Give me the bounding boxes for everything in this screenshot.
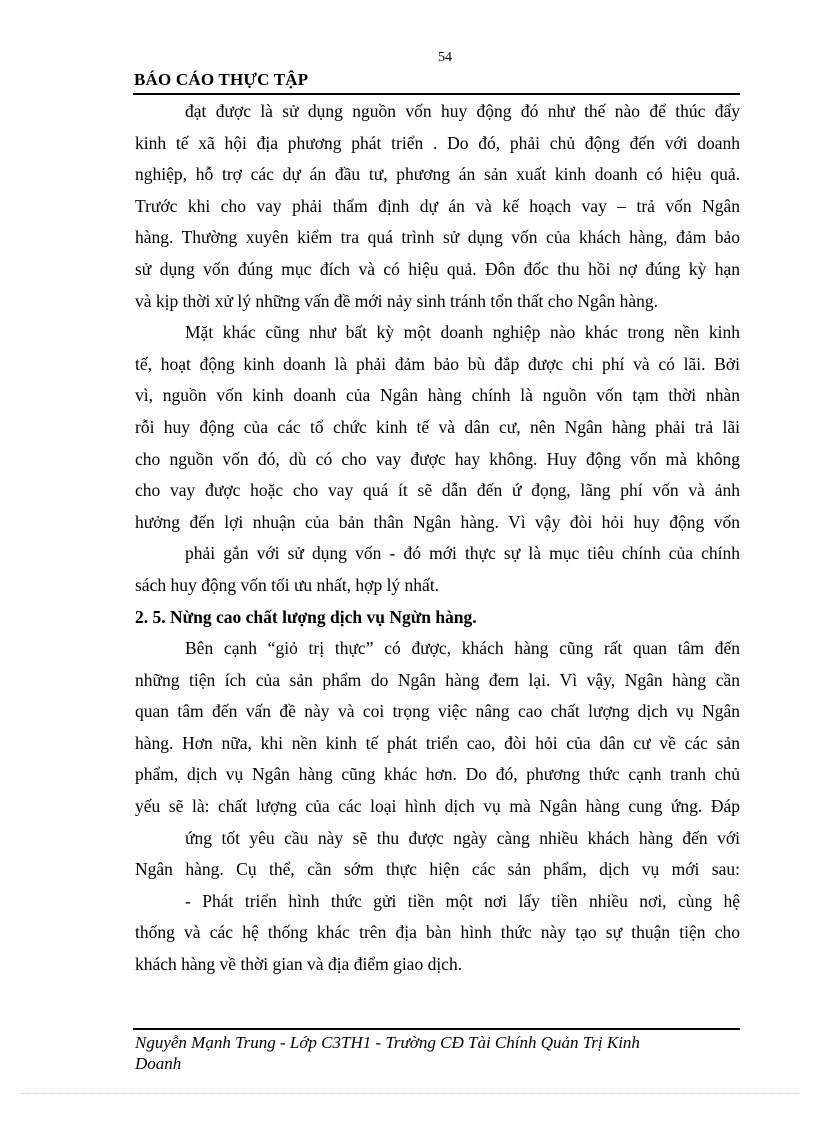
footer-line: Nguyễn Mạnh Trung - Lớp C3TH1 - Trường CĐ Tài Chính Quản Trị Kinh — [135, 1033, 640, 1052]
text-line: Trước khi cho vay phải thẩm định dự án và kế hoạch vay – trả vốn Ngân — [135, 195, 740, 216]
text-line: thống và các hệ thống khác trên địa bàn hình thức này tạo sự thuận tiện cho — [135, 922, 740, 943]
text-line: hưởng đến lợi nhuận của bản thân Ngân hàng. Vì vậy đòi hỏi huy động vốn — [135, 511, 740, 532]
text-line: đạt được là sử dụng nguồn vốn huy động đó như thế nào để thúc đẩy — [185, 101, 740, 121]
text-line: kinh tế xã hội địa phương phát triển . Do đó, phải chủ động đến với doanh — [135, 132, 740, 153]
text-line: yếu sẽ là: chất lượng của các loại hình dịch vụ mà Ngân hàng cung ứng. Đáp — [135, 796, 740, 817]
text-line: Ngân hàng. Cụ thể, cần sớm thực hiện các sản phẩm, dịch vụ mới sau: — [135, 859, 740, 880]
text-line: khách hàng về thời gian và địa điểm giao dịch. — [135, 954, 463, 975]
page-number: 54 — [438, 50, 452, 65]
text-line: hàng. Hơn nữa, khi nền kinh tế phát triển cao, đòi hỏi của dân cư về các sản — [135, 732, 740, 753]
bullet-line: - Phát triển hình thức gửi tiền một nơi lấy tiền nhiều nơi, cùng hệ — [185, 890, 740, 911]
header-rule — [133, 93, 740, 95]
text-line: sử dụng vốn đúng mục đích và có hiệu quả. Đôn đốc thu hồi nợ đúng kỳ hạn — [135, 258, 740, 279]
text-line: quan tâm đến vấn đề này và coi trọng việc nâng cao chất lượng dịch vụ Ngân — [135, 701, 740, 722]
text-line: vì, nguồn vốn kinh doanh của Ngân hàng chính là nguồn vốn tạm thời nhàn — [135, 385, 740, 406]
text-line: và kịp thời xử lý những vấn đề mới nảy sinh tránh tổn thất cho Ngân hàng. — [135, 290, 659, 311]
page-edge — [20, 1093, 800, 1094]
section-heading: 2. 5. Nừng cao chất lượng dịch vụ Ngừn hàng. — [135, 606, 477, 627]
text-line: phải gắn với sử dụng vốn - đó mới thực sự là mục tiêu chính của chính — [185, 543, 740, 564]
text-line: tế, hoạt động kinh doanh là phải đảm bảo bù đắp được chi phí và có lãi. Bởi — [135, 353, 740, 374]
text-line: những tiện ích của sản phẩm do Ngân hàng đem lại. Vì vậy, Ngân hàng cần — [135, 669, 740, 690]
text-line: cho vay được hoặc cho vay quá ít sẽ dẫn đến ứ đọng, lãng phí vốn và ảnh — [135, 480, 740, 501]
footer-line: Doanh — [135, 1054, 182, 1073]
text-line: Bên cạnh “giỏ trị thực” có được, khách hàng cũng rất quan tâm đến — [185, 638, 740, 659]
header-title: BÁO CÁO THỰC TẬP — [134, 70, 309, 89]
footer — [135, 1032, 735, 1074]
text-line: sách huy động vốn tối ưu nhất, hợp lý nhất. — [135, 574, 440, 595]
text-line: phẩm, dịch vụ Ngân hàng cũng khác hơn. Do đó, phương thức cạnh tranh chủ — [135, 764, 740, 785]
footer-rule — [133, 1028, 740, 1030]
text-line: ứng tốt yêu cầu này sẽ thu được ngày càng nhiều khách hàng đến với — [185, 827, 740, 848]
text-line: rỗi huy động của các tổ chức kinh tế và dân cư, nên Ngân hàng phải trả lãi — [135, 416, 740, 437]
text-line: cho nguồn vốn đó, dù có cho vay được hay không. Huy động vốn mà không — [135, 448, 740, 469]
page-body — [135, 96, 740, 981]
text-line: hàng. Thường xuyên kiểm tra quá trình sử dụng vốn của khách hàng, đảm bảo — [135, 227, 740, 248]
text-line: nghiệp, hỗ trợ các dự án đầu tư, phương án sản xuất kinh doanh có hiệu quả. — [135, 164, 740, 185]
text-line: Mặt khác cũng như bất kỳ một doanh nghiệp nào khác trong nền kinh — [185, 322, 740, 343]
